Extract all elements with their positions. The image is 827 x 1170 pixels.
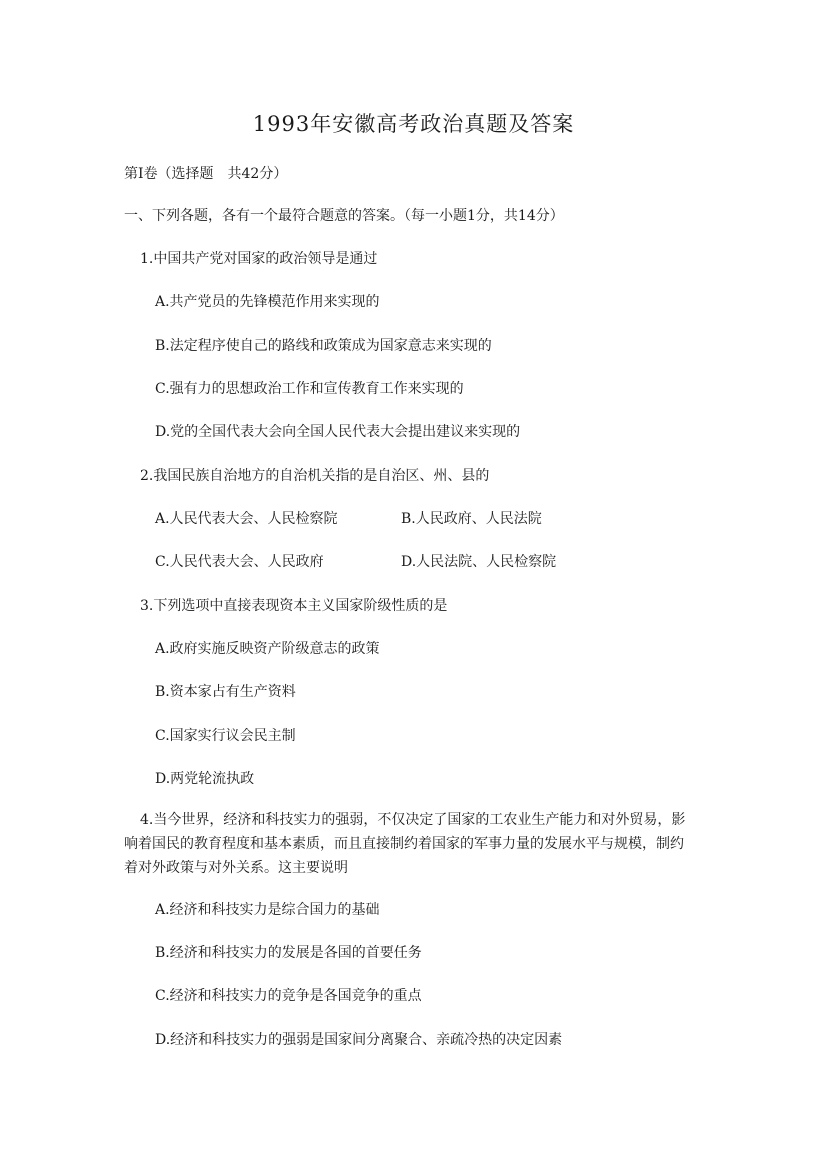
question-4-option-a: A.经济和科技实力是综合国力的基础 bbox=[155, 902, 380, 918]
question-2-option-a: A.人民代表大会、人民检察院 bbox=[155, 511, 338, 527]
question-2-option-d: D.人民法院、人民检察院 bbox=[401, 554, 557, 570]
document-title: 1993年安徽高考政治真题及答案 bbox=[252, 112, 575, 136]
question-1-option-c: C.强有力的思想政治工作和宣传教育工作来实现的 bbox=[155, 381, 464, 397]
question-1-stem: 1.中国共产党对国家的政治领导是通过 bbox=[140, 251, 378, 267]
question-1-option-a: A.共产党员的先锋模范作用来实现的 bbox=[155, 294, 380, 310]
question-3-option-c: C.国家实行议会民主制 bbox=[155, 728, 296, 744]
question-2-option-c: C.人民代表大会、人民政府 bbox=[155, 554, 324, 570]
question-2-stem: 2.我国民族自治地方的自治机关指的是自治区、州、县的 bbox=[140, 468, 490, 484]
question-1-option-b: B.法定程序使自己的路线和政策成为国家意志来实现的 bbox=[155, 338, 492, 354]
section-heading: 第Ⅰ卷（选择题 共42分） bbox=[124, 166, 288, 182]
question-3-option-d: D.两党轮流执政 bbox=[155, 771, 255, 787]
question-4-stem: 4.当今世界，经济和科技实力的强弱，不仅决定了国家的工农业生产能力和对外贸易，影响着国民的教育程度和基本素质，而且直接制约着国家的军事力量的发展水平与规模，制约着对外政策与对外关系。这主要说明 bbox=[124, 812, 686, 876]
question-2-option-b: B.人民政府、人民法院 bbox=[401, 511, 542, 527]
question-3-stem: 3.下列选项中直接表现资本主义国家阶级性质的是 bbox=[140, 598, 448, 614]
part-instructions: 一、下列各题，各有一个最符合题意的答案。（每一小题1分，共14分） bbox=[124, 208, 564, 224]
question-4-option-b: B.经济和科技实力的发展是各国的首要任务 bbox=[155, 945, 422, 961]
question-3-option-a: A.政府实施反映资产阶级意志的政策 bbox=[155, 641, 380, 657]
question-4-option-c: C.经济和科技实力的竞争是各国竞争的重点 bbox=[155, 988, 422, 1004]
question-1-option-d: D.党的全国代表大会向全国人民代表大会提出建议来实现的 bbox=[155, 424, 521, 440]
question-3-option-b: B.资本家占有生产资料 bbox=[155, 684, 296, 700]
question-4-option-d: D.经济和科技实力的强弱是国家间分离聚合、亲疏冷热的决定因素 bbox=[155, 1032, 563, 1048]
